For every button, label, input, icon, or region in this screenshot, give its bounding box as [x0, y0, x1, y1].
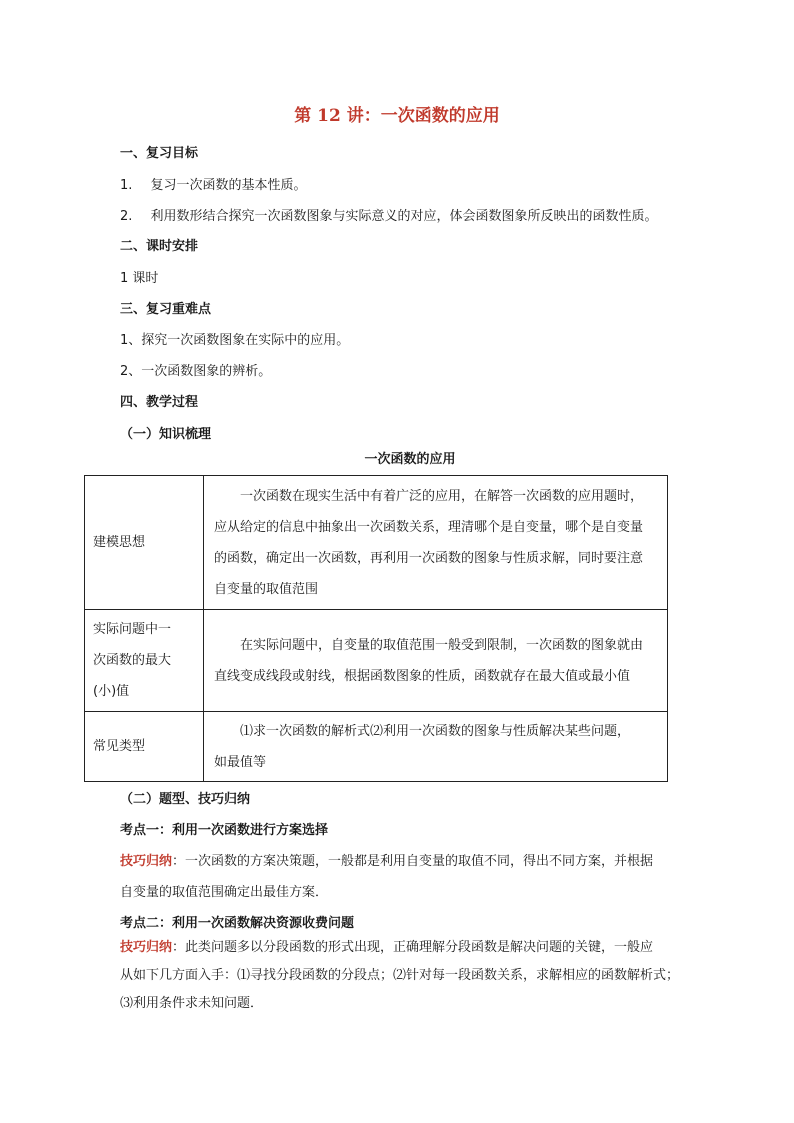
table-cell [204, 712, 668, 782]
key-point-heading-1: 考点一：利用一次函数进行方案选择 [120, 823, 329, 838]
section-heading-review-goals: 一、复习目标 [120, 146, 199, 161]
cell-line: 如最值等 [214, 754, 267, 770]
table-row [85, 610, 668, 712]
tip-text: ：一次函数的方案决策题，一般都是利用自变量的取值不同，得出不同方案，并根据 [172, 854, 654, 869]
header-line: 实际问题中一 [93, 622, 172, 637]
schedule-text: 1 课时 [120, 271, 159, 286]
item-text: 利用数形结合探究一次函数图象与实际意义的对应，体会函数图象所反映出的函数性质。 [150, 209, 658, 224]
table-cell [204, 476, 668, 610]
list-item [120, 178, 307, 194]
tip-paragraph-line [120, 854, 653, 870]
table-row-header [85, 610, 204, 712]
item-number: 1. [120, 178, 133, 193]
subsection-heading-knowledge: （一）知识梳理 [120, 427, 212, 442]
tip-text: ：此类问题多以分段函数的形式出现，正确理解分段函数是解决问题的关键，一般应 [172, 940, 654, 955]
header-line: (小)值 [93, 684, 130, 699]
tip-paragraph-line [120, 940, 653, 956]
header-line: 次函数的最大 [93, 653, 172, 668]
section-heading-schedule: 二、课时安排 [120, 239, 199, 254]
key-point-heading-2: 考点二：利用一次函数解决资源收费问题 [120, 916, 355, 931]
list-item: 1、探究一次函数图象在实际中的应用。 [120, 333, 350, 348]
tip-paragraph-line: 从如下几方面入手：⑴寻找分段函数的分段点；⑵针对每一段函数关系，求解相应的函数解析式； [120, 968, 680, 983]
table-row [85, 712, 668, 782]
cell-line: 在实际问题中，自变量的取值范围一般受到限制，一次函数的图象就由 [240, 637, 644, 653]
cell-line: ⑴求一次函数的解析式⑵利用一次函数的图象与性质解决某些问题， [240, 723, 631, 739]
list-item [120, 209, 658, 225]
table-cell [204, 610, 668, 712]
section-heading-teaching-process: 四、教学过程 [120, 395, 199, 410]
table-row [85, 476, 668, 610]
cell-line: 的函数，确定出一次函数，再利用一次函数的图象与性质求解，同时要注意 [214, 550, 644, 566]
list-item: 2、一次函数图象的辨析。 [120, 364, 272, 379]
tip-label: 技巧归纳 [120, 854, 173, 869]
knowledge-table [84, 475, 668, 782]
table-title: 一次函数的应用 [364, 452, 456, 467]
table-row-header: 常见类型 [85, 712, 204, 782]
cell-line: 直线变成线段或射线，根据函数图象的性质，函数就存在最大值或最小值 [214, 668, 631, 684]
table-row-header: 建模思想 [85, 476, 204, 610]
item-number: 2. [120, 209, 133, 224]
cell-line: 自变量的取值范围 [214, 581, 319, 597]
subsection-heading-question-types: （二）题型、技巧归纳 [120, 792, 251, 807]
item-text: 复习一次函数的基本性质。 [150, 178, 307, 193]
cell-line: 应从给定的信息中抽象出一次函数关系，理清哪个是自变量，哪个是自变量 [214, 519, 644, 535]
tip-paragraph-line: 自变量的取值范围确定出最佳方案． [120, 885, 329, 900]
section-heading-key-points: 三、复习重难点 [120, 302, 212, 317]
cell-line: 一次函数在现实生活中有着广泛的应用，在解答一次函数的应用题时， [240, 488, 644, 504]
tip-paragraph-line: ⑶利用条件求未知问题． [120, 996, 264, 1011]
page-title: 第 12 讲：一次函数的应用 [294, 106, 500, 126]
tip-label: 技巧归纳 [120, 940, 173, 955]
